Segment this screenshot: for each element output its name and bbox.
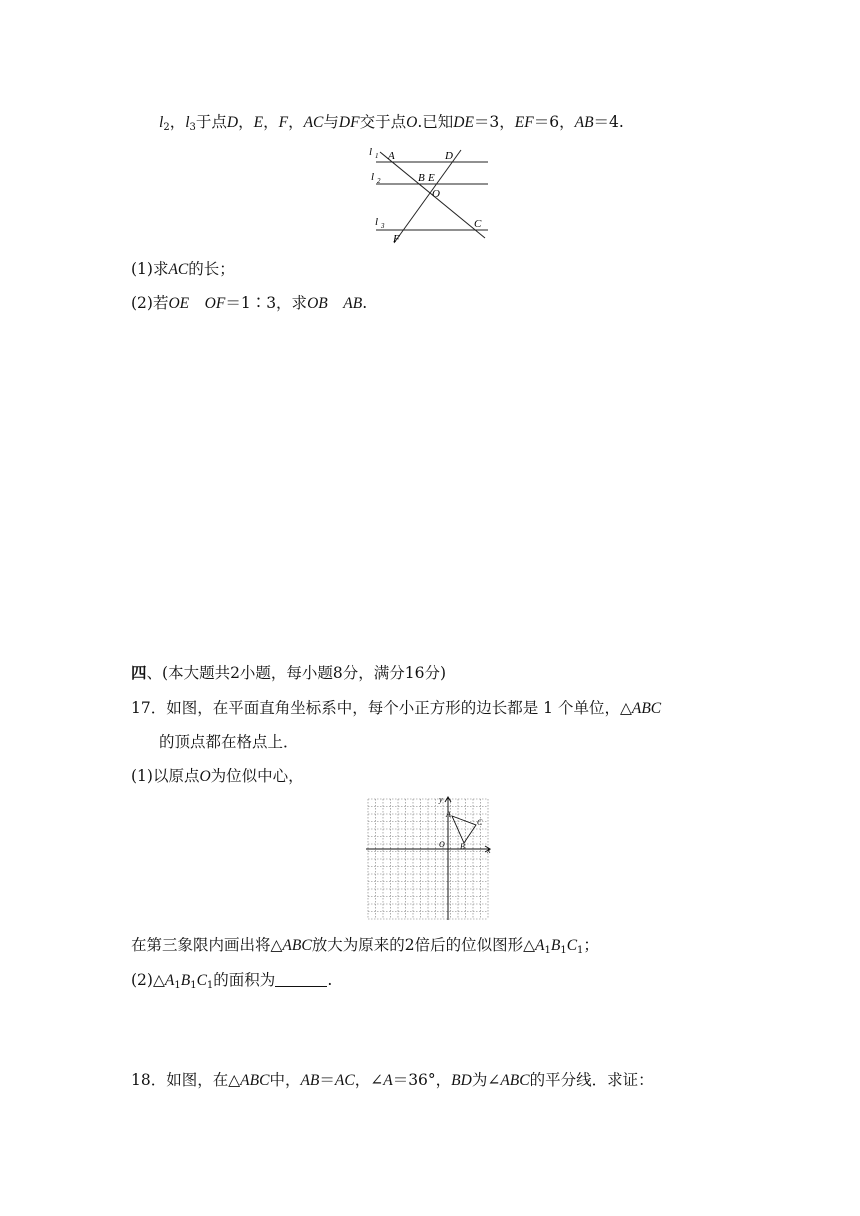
q16-part1: (1)求AC的长； — [131, 260, 235, 278]
svg-text:1: 1 — [375, 152, 379, 160]
svg-text:B: B — [418, 172, 425, 184]
svg-text:y: y — [439, 795, 443, 804]
q17-part1-continued: 在第三象限内画出将△ABC放大为原来的2倍后的位似图形$\triangle A_1B_1C_1$； — [131, 936, 599, 956]
svg-text:C: C — [474, 218, 482, 230]
svg-text:O: O — [432, 188, 440, 200]
q16-intro-tail: $l_2$，$l_3$于点D，E，F，AC与DF交于点O.已知DE＝3，EF＝6，AB＝4. — [159, 113, 624, 133]
svg-text:l: l — [375, 216, 379, 228]
svg-text:D: D — [445, 150, 453, 162]
svg-text:C: C — [477, 818, 483, 827]
svg-text:x: x — [487, 846, 491, 855]
svg-text:2: 2 — [377, 177, 381, 185]
q16-part2: (2)若OE OF＝1∶3，求OB AB. — [131, 294, 368, 312]
parallel-lines-figure — [366, 143, 492, 247]
q17-part2: $(2)\triangle A_1B_1C_1$的面积为 . — [131, 971, 333, 991]
svg-text:F: F — [393, 233, 400, 245]
svg-text:A: A — [446, 810, 451, 819]
svg-text:l: l — [371, 171, 375, 183]
svg-text:E: E — [428, 172, 435, 184]
svg-text:A: A — [388, 150, 395, 162]
q17-stem-line2: 的顶点都在格点上． — [159, 733, 299, 751]
answer-blank — [275, 972, 327, 987]
svg-text:B: B — [460, 842, 465, 851]
svg-text:l: l — [369, 146, 373, 158]
q17-stem-line1: 17．如图，在平面直角坐标系中，每个小正方形的边长都是 1 个单位，△ABC — [131, 699, 662, 717]
q18-stem: 18．如图，在△ABC中，AB＝AC，∠A＝36°，BD为∠ABC的平分线．求证： — [131, 1071, 654, 1089]
svg-text:O: O — [439, 840, 445, 849]
coordinate-grid-figure — [366, 795, 494, 923]
q17-part1: (1)以原点O为位似中心， — [131, 767, 304, 785]
svg-text:3: 3 — [381, 222, 385, 230]
section4-heading: 四、(本大题共2小题，每小题8分，满分16分) — [131, 664, 447, 682]
